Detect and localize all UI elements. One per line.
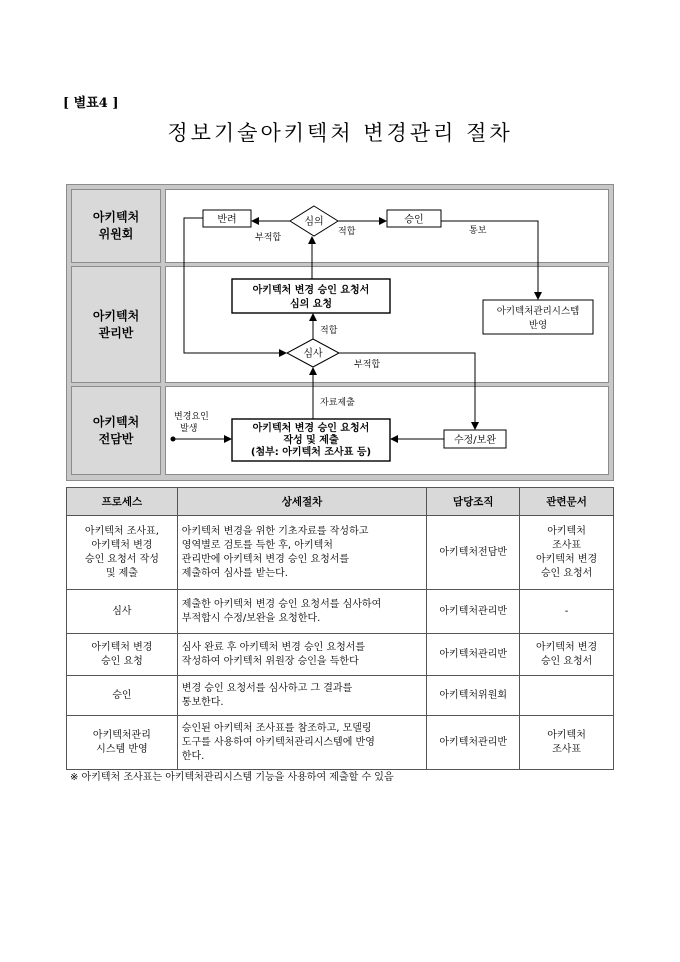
page-title: 정보기술아키텍처 변경관리 절차 [167,121,513,145]
process-diagram [66,184,614,481]
footnote: ※ 아키텍처 조사표는 아키텍처관리시스템 기능을 사용하여 제출할 수 있음 [70,772,394,783]
cell-process: 아키텍처관리 시스템 반영 [67,716,178,770]
cell-detail: 변경 승인 요청서를 심사하고 그 결과를 통보한다. [177,676,427,716]
start-dot [171,437,176,442]
approve-label: 승인 [404,214,424,226]
table-row [67,676,614,716]
request-review-line2: 심의 요청 [289,299,333,310]
draft-line1: 아키텍처 변경 승인 요청서 [252,423,370,434]
appendix-tag: [ 별표4 ] [63,96,119,111]
cell-detail: 아키텍처 변경을 위한 기초자료를 작성하고 영역별로 검토를 득한 후, 아키텍처 관리반에 아키텍처 변경 승인 요청서를 제출하여 심사를 받는다. [177,516,427,590]
label-notify: 통보 [469,226,487,236]
header-detail: 상세절차 [177,488,427,516]
header-process: 프로세스 [67,488,178,516]
table-row [67,516,614,590]
cell-org: 아키텍처관리반 [427,634,520,676]
inspect-label: 심사 [303,348,323,360]
procedure-table [66,487,614,770]
cell-detail: 승인된 아키텍처 조사표를 참조하고, 모델링 도구를 사용하여 아키텍처관리시스템에 반영 한다. [177,716,427,770]
cell-detail: 심사 완료 후 아키텍처 변경 승인 요청서를 작성하여 아키텍처 위원장 승인을 득한다 [177,634,427,676]
cell-docs: 아키텍처 조사표 [520,716,614,770]
cell-docs [520,676,614,716]
header-org: 담당조직 [427,488,520,516]
flow-svg [67,185,615,482]
cell-org: 아키텍처위원회 [427,676,520,716]
label-suitable-top: 적합 [338,227,356,237]
edge-approve-to-system [441,221,538,299]
cell-process: 승인 [67,676,178,716]
table-header-row [67,488,614,516]
table-row [67,716,614,770]
draft-line3: (첨부: 아키텍처 조사표 등) [250,447,372,458]
revise-label: 수정/보완 [453,435,497,446]
draft-line2: 작성 및 제출 [283,435,339,446]
label-change-factor-1: 변경요인 [174,412,209,422]
cell-org: 아키텍처관리반 [427,716,520,770]
label-unsuitable-mid: 부적합 [354,360,381,370]
label-change-factor-2: 발생 [180,424,198,434]
label-suitable-mid: 적합 [320,326,338,336]
system-reflect-line2: 반영 [528,320,548,331]
cell-docs: - [520,590,614,634]
cell-process: 아키텍처 조사표, 아키텍처 변경 승인 요청서 작성 및 제출 [67,516,178,590]
reject-label: 반려 [217,214,237,226]
request-review-line1: 아키텍처 변경 승인 요청서 [252,285,370,296]
review-committee-label: 심의 [304,216,324,228]
table-row [67,590,614,634]
table-row [67,634,614,676]
cell-process: 심사 [67,590,178,634]
system-reflect-line1: 아키텍처관리시스템 [496,306,580,317]
lane-label-committee: 아키텍처 위원회 [71,189,161,263]
lane-label-management: 아키텍처 관리반 [71,266,161,383]
cell-process: 아키텍처 변경 승인 요청 [67,634,178,676]
header-docs: 관련문서 [520,488,614,516]
cell-org: 아키텍처전담반 [427,516,520,590]
label-unsuitable-top: 부적합 [255,233,282,243]
cell-docs: 아키텍처 변경 승인 요청서 [520,634,614,676]
cell-detail: 제출한 아키텍처 변경 승인 요청서를 심사하여 부적합시 수정/보완을 요청한다. [177,590,427,634]
cell-org: 아키텍처관리반 [427,590,520,634]
label-submit-data: 자료제출 [320,398,355,408]
lane-label-dedicated: 아키텍처 전담반 [71,386,161,475]
cell-docs: 아키텍처 조사표 아키텍처 변경 승인 요청서 [520,516,614,590]
